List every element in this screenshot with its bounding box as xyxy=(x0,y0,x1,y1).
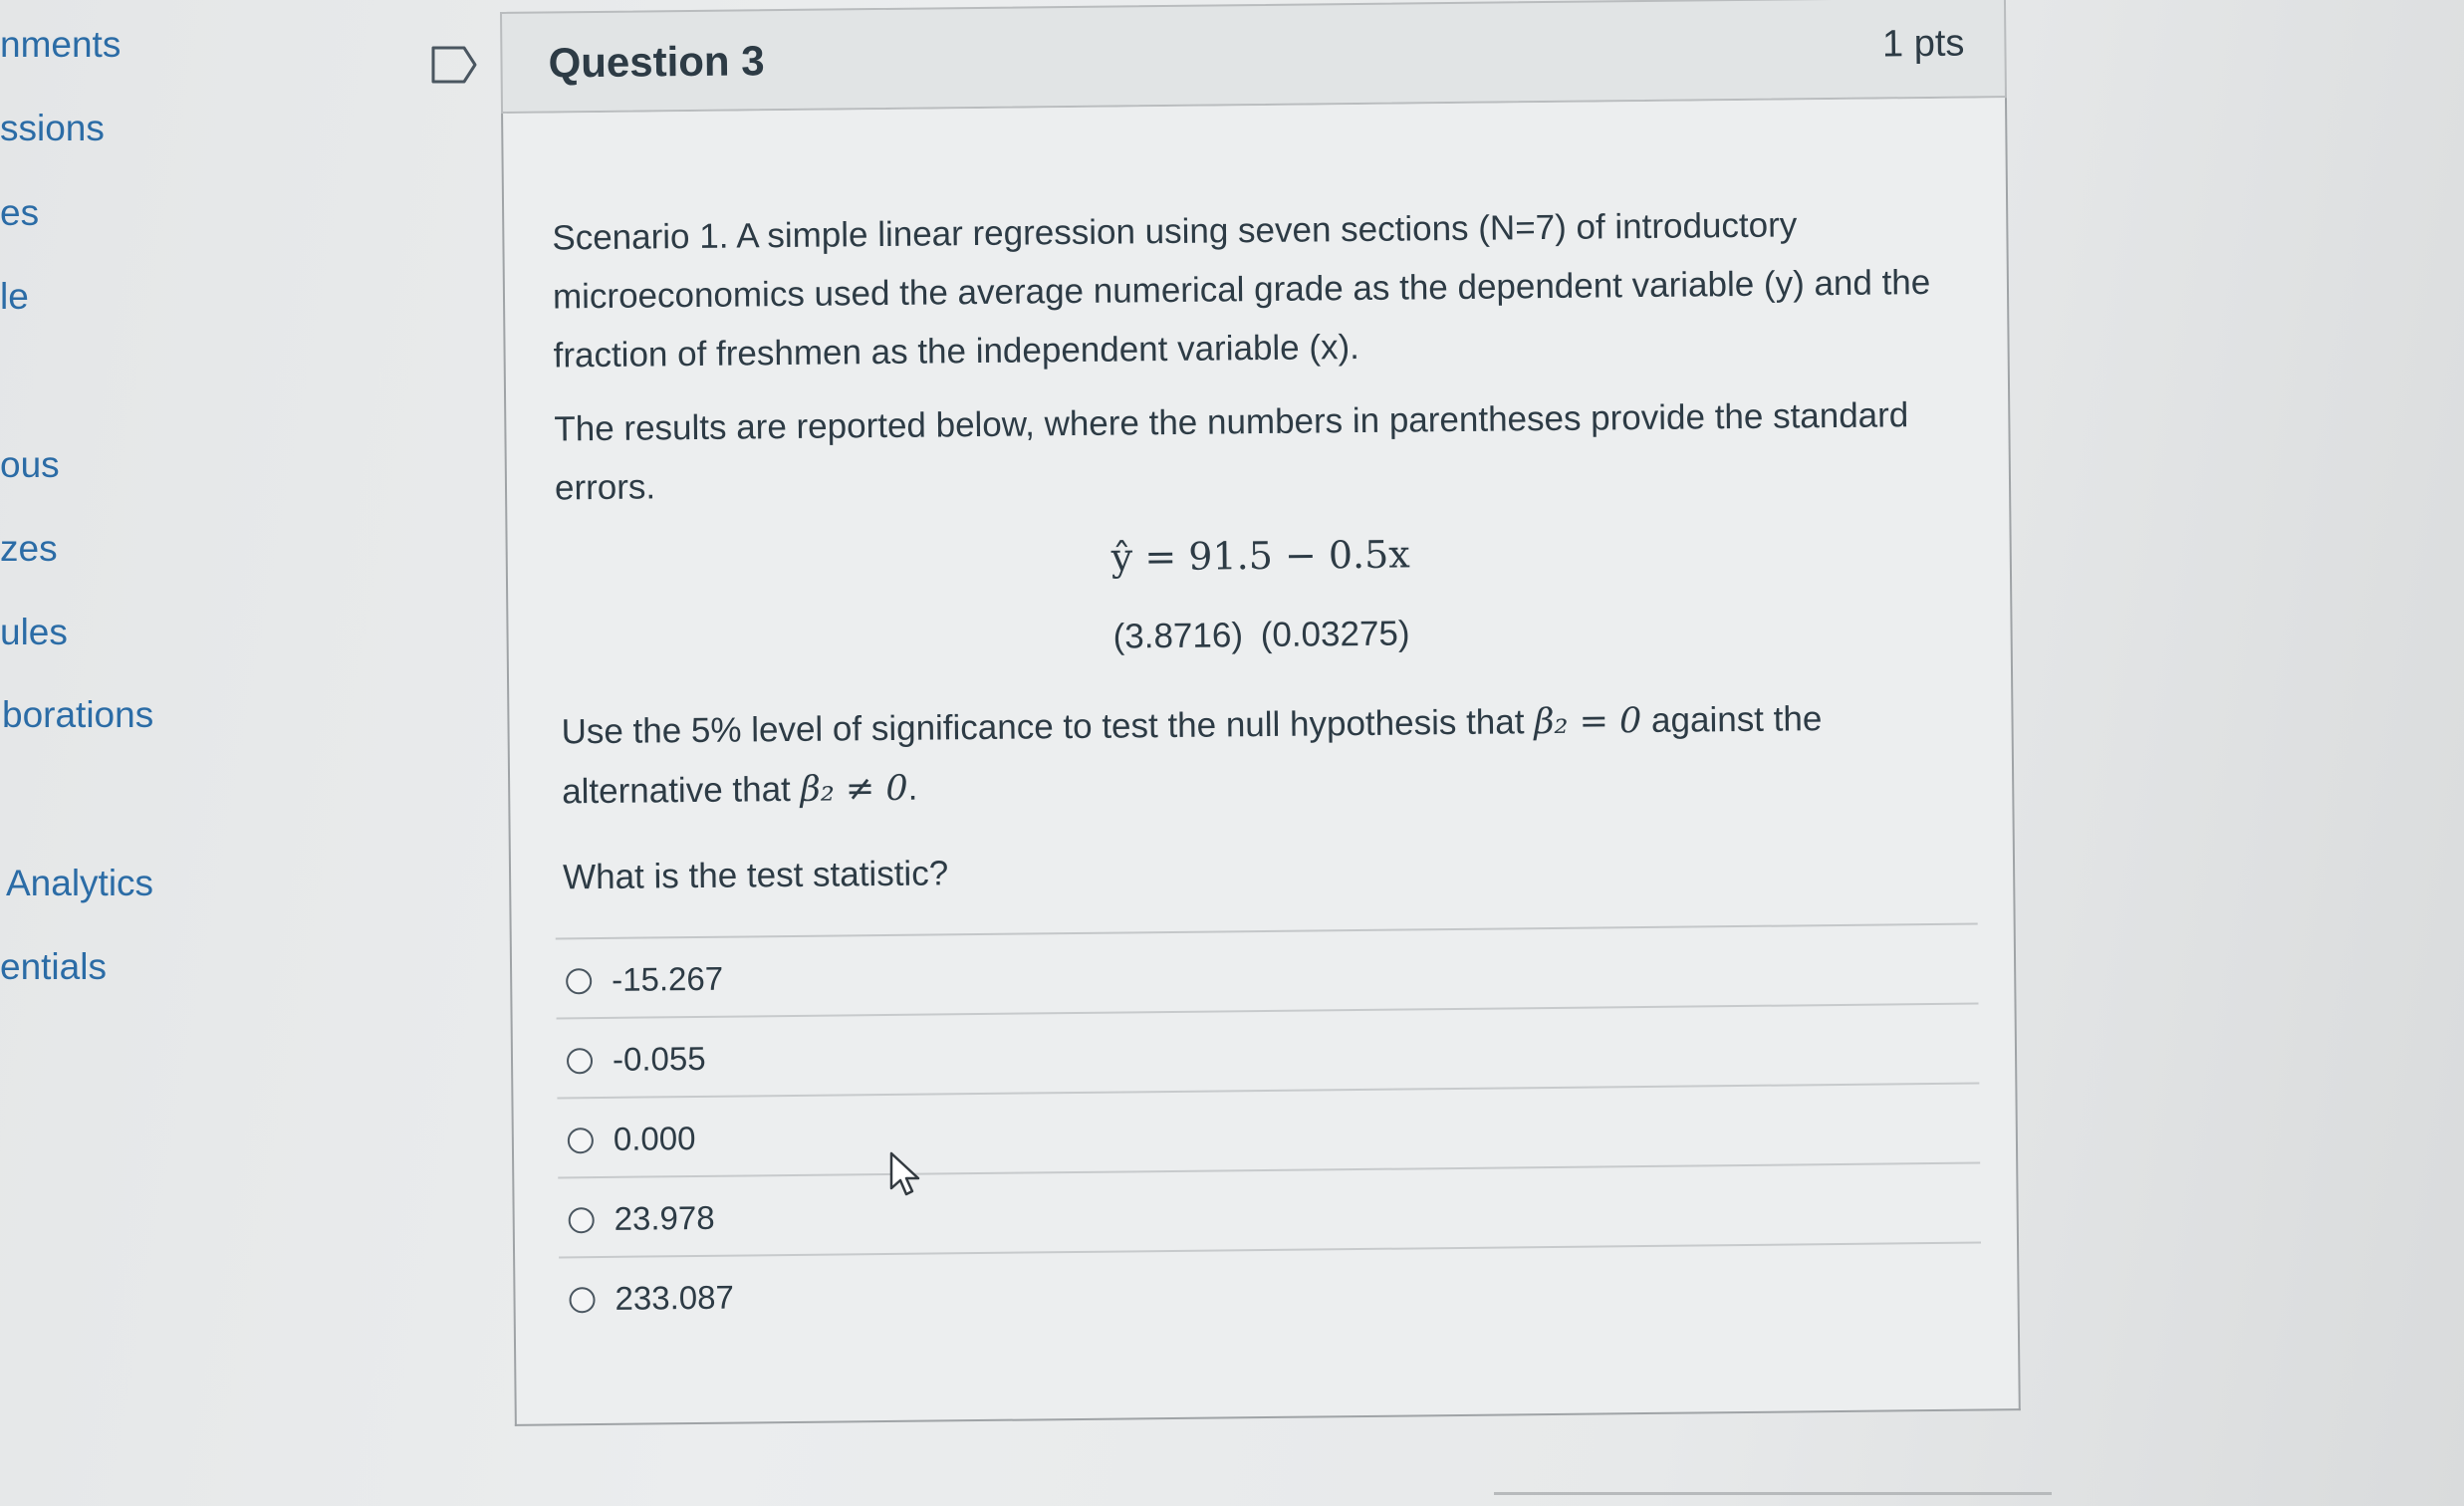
answer-option[interactable] xyxy=(559,1243,1982,1336)
question-points: 1 pts xyxy=(1881,22,1965,66)
nav-collaborations[interactable]: borations xyxy=(2,694,154,735)
nav-people[interactable]: le xyxy=(0,276,29,317)
hypothesis-prefix: Use the 5% level of significance to test the null hypothesis that xyxy=(561,702,1525,752)
question-prompt: What is the test statistic? xyxy=(562,854,949,897)
nav-credentials[interactable]: entials xyxy=(0,946,107,987)
nav-grades[interactable]: es xyxy=(0,192,40,233)
answer-option[interactable] xyxy=(556,925,1979,1020)
nav-assignments[interactable]: nments xyxy=(0,24,122,65)
answer-label: 233.087 xyxy=(615,1278,735,1317)
question-header xyxy=(500,0,2007,114)
hypothesis-middle: against the alternative that xyxy=(561,699,1823,812)
regression-equation: ŷ = 91.5 − 0.5x xyxy=(1110,532,1410,580)
radio-button[interactable] xyxy=(569,1287,595,1313)
radio-button[interactable] xyxy=(569,1207,595,1233)
radio-button[interactable] xyxy=(568,1128,594,1153)
nav-syllabus[interactable]: ous xyxy=(0,444,60,485)
alternative-hypothesis-math: β₂ ≠ 0 xyxy=(800,768,908,810)
radio-button[interactable] xyxy=(567,1048,593,1074)
next-card-edge xyxy=(1494,1492,2052,1495)
answer-option[interactable] xyxy=(557,1005,1980,1100)
results-intro-text: The results are reported below, where the numbers in parentheses provide the standard errors. xyxy=(554,395,1909,508)
hypothesis-text xyxy=(561,688,1976,823)
scenario-text: Scenario 1. A simple linear regression using seven sections (N=7) of introductory microeconomics used the average numerical grade as the dependent variable (y) and the fraction of freshmen as the independent variable (x). xyxy=(552,205,1931,376)
nav-discussions[interactable]: ssions xyxy=(0,108,105,148)
nav-modules[interactable]: ules xyxy=(0,612,68,652)
null-hypothesis-math: β₂ = 0 xyxy=(1534,701,1642,743)
course-nav-sidebar xyxy=(0,0,418,1506)
hypothesis-suffix: . xyxy=(907,768,918,808)
radio-button[interactable] xyxy=(566,968,592,994)
question-body xyxy=(501,98,2021,1426)
answer-label: -0.055 xyxy=(612,1039,706,1078)
nav-quizzes[interactable]: zes xyxy=(0,528,58,569)
mouse-pointer-icon xyxy=(888,1150,922,1200)
standard-errors: (3.8716) (0.03275) xyxy=(1112,614,1410,656)
question-title: Question 3 xyxy=(548,37,765,87)
answer-label: -15.267 xyxy=(611,959,724,998)
answer-option[interactable] xyxy=(558,1164,1981,1259)
flag-question-icon[interactable] xyxy=(430,45,478,85)
question-card xyxy=(500,0,2049,1426)
answer-option[interactable] xyxy=(557,1085,1980,1179)
answer-label: 0.000 xyxy=(613,1120,696,1157)
nav-analytics[interactable]: Analytics xyxy=(6,863,154,903)
answer-list xyxy=(556,923,1982,1337)
answer-label: 23.978 xyxy=(614,1198,715,1237)
